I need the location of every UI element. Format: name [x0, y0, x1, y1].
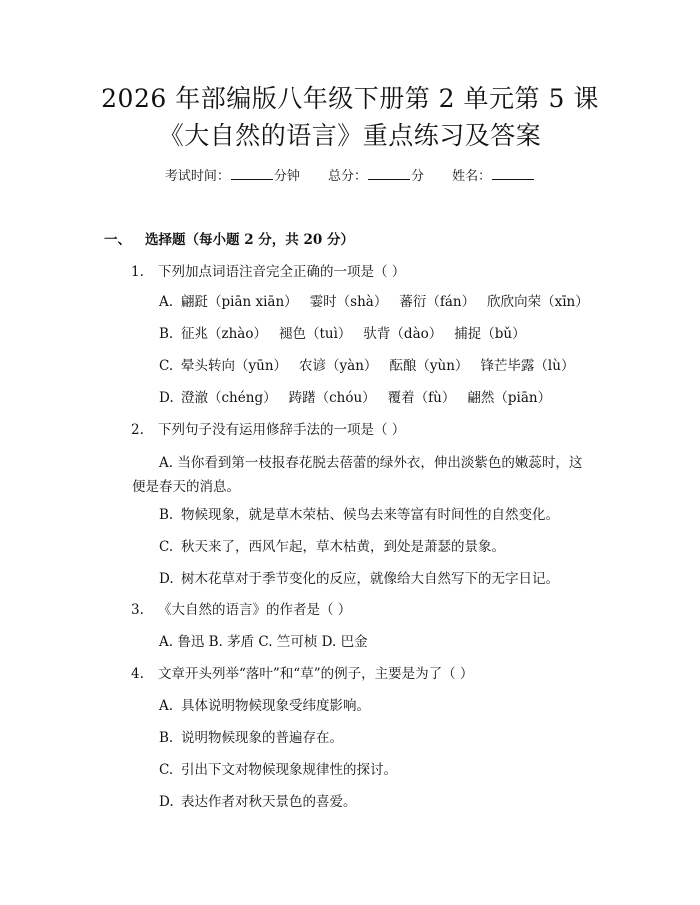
option-item: 翩然（piān） [467, 390, 552, 406]
option-item: 蕃衍（fán） [399, 294, 476, 310]
total-score-label: 总分： [327, 169, 367, 184]
exam-time-blank[interactable] [231, 168, 273, 180]
question-1 [131, 263, 405, 281]
exam-time-unit: 分钟 [273, 169, 300, 184]
question-stem: 《大自然的语言》的作者是（ ） [158, 602, 352, 618]
question-number: 1. [131, 264, 144, 280]
q4-option-b [159, 729, 343, 747]
option-text: 树木花草对于季节变化的反应，就像给大自然写下的无字日记。 [181, 571, 559, 587]
option-item: 捕捉（bǔ） [454, 326, 526, 342]
option-letter: C. [159, 762, 174, 778]
option-item: 酝酿（yùn） [389, 358, 469, 374]
total-score-unit: 分 [411, 169, 425, 184]
option-item: 锋芒毕露（lù） [480, 358, 575, 374]
q1-option-a [159, 293, 601, 311]
option-letter: C. [159, 358, 174, 374]
question-number: 4. [131, 666, 144, 682]
option-text: 说明物候现象的普遍存在。 [181, 730, 343, 746]
option-text: 物候现象，就是草木荣枯、候鸟去来等富有时间性的自然变化。 [181, 507, 559, 523]
section-title: 选择题（每小题 2 分，共 20 分） [145, 232, 354, 248]
option-text: 表达作者对秋天景色的喜爱。 [181, 794, 357, 810]
option-item: 驮背（dào） [363, 326, 443, 342]
option-text: 秋天来了，西风乍起，草木枯黄，到处是萧瑟的景象。 [181, 539, 505, 555]
section-heading-choice [104, 231, 354, 249]
option-item: 翩跹（piān xiān） [181, 294, 298, 310]
question-4 [131, 665, 473, 683]
page-title-line2: 《大自然的语言》重点练习及答案 [158, 121, 542, 150]
q4-option-c [159, 761, 397, 779]
option-item: 霎时（shà） [309, 294, 388, 310]
option-text: 当你看到第一枝报春花脱去蓓蕾的绿外衣，伸出淡紫色的嫩蕊时，这便是春天的消息。 [132, 455, 583, 495]
option-item: 欣欣向荣（xīn） [487, 294, 589, 310]
option-letter: B. [159, 507, 174, 523]
option-letter: C. [159, 539, 174, 555]
exam-meta [0, 168, 700, 186]
q2-option-b [159, 506, 559, 524]
page-title-line1: 2026 年部编版八年级下册第 2 单元第 5 课 [101, 84, 599, 113]
option-text: 引出下文对物候现象规律性的探讨。 [181, 762, 397, 778]
q1-option-c [159, 357, 586, 375]
question-3 [131, 601, 351, 619]
option-letter: B. [159, 730, 174, 746]
option-letter: D. [159, 390, 174, 406]
total-score-field [328, 169, 424, 184]
question-stem: 下列句子没有运用修辞手法的一项是（ ） [158, 422, 406, 438]
option-item: 征兆（zhào） [181, 326, 267, 342]
option-letter: A. [159, 698, 174, 714]
option-item: 踌躇（chóu） [288, 390, 376, 406]
option-letter: D. [159, 794, 174, 810]
question-2 [131, 421, 405, 439]
q4-option-a [159, 697, 370, 715]
q1-option-b [159, 325, 538, 343]
option-letter: A. [159, 455, 174, 471]
student-name-field [452, 169, 535, 184]
option-item: 覆着（fù） [387, 390, 456, 406]
option-item: 澄澈（chéng） [181, 390, 277, 406]
option-letter: D. [159, 571, 174, 587]
student-name-label: 姓名： [452, 169, 492, 184]
q2-option-a [132, 451, 592, 499]
question-number: 2. [131, 422, 144, 438]
question-number: 3. [131, 602, 144, 618]
question-stem: 文章开头列举“落叶”和“草”的例子，主要是为了（ ） [158, 666, 474, 682]
q4-option-d [159, 793, 357, 811]
total-score-blank[interactable] [368, 168, 410, 180]
q2-option-d [159, 570, 559, 588]
option-letter: A. [159, 294, 174, 310]
exam-time-label: 考试时间： [164, 169, 230, 184]
option-text: 具体说明物候现象受纬度影响。 [181, 698, 370, 714]
question-stem: 下列加点词语注音完全正确的一项是（ ） [158, 264, 406, 280]
student-name-blank[interactable] [492, 168, 534, 180]
option-item: 褪色（tuì） [278, 326, 352, 342]
exam-time-field [165, 169, 300, 184]
option-item: 晕头转向（yūn） [181, 358, 288, 374]
option-letter: B. [159, 326, 174, 342]
q2-option-c [159, 538, 505, 556]
q3-options: A. 鲁迅 B. 茅盾 C. 竺可桢 D. 巴金 [159, 634, 368, 650]
q1-option-d [159, 389, 563, 407]
option-item: 农谚（yàn） [299, 358, 378, 374]
section-number: 一、 [104, 232, 131, 248]
